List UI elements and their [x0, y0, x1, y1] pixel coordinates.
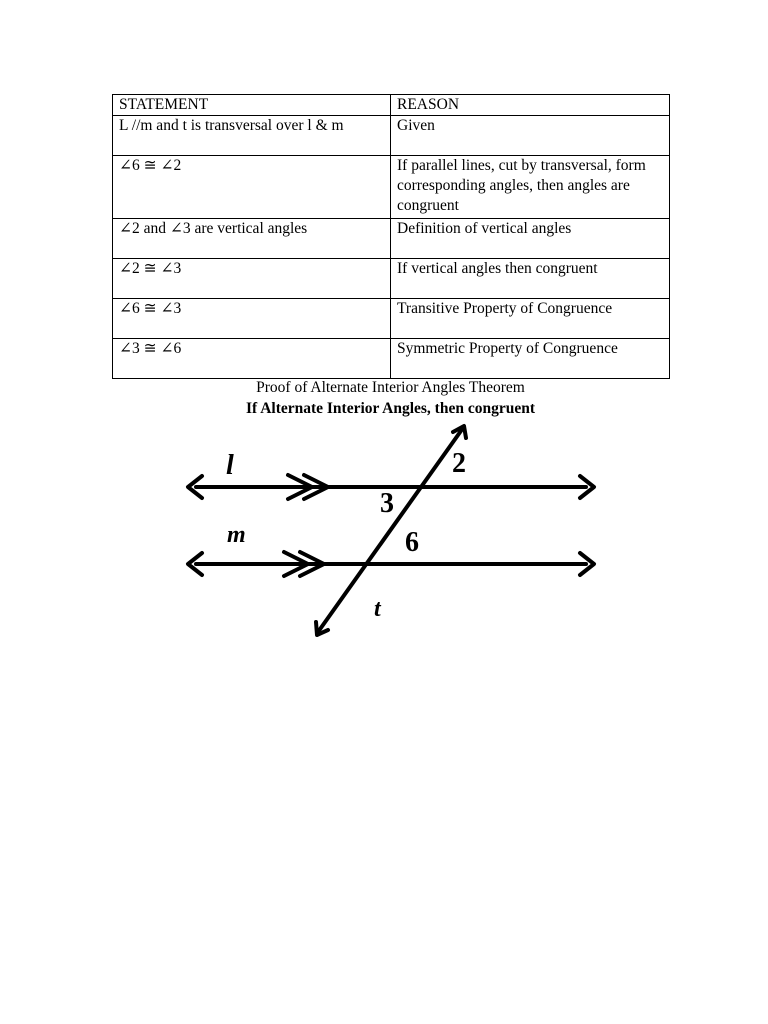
reason-cell: Symmetric Property of Congruence [391, 339, 670, 379]
reason-cell: Given [391, 116, 670, 156]
statement-cell: ∠2 and ∠3 are vertical angles [113, 219, 391, 259]
transversal-t [318, 428, 463, 632]
angle-2-label: 2 [452, 448, 466, 479]
line-l-label: l [226, 450, 234, 481]
reason-cell: If vertical angles then congruent [391, 259, 670, 299]
reason-cell: Transitive Property of Congruence [391, 299, 670, 339]
transversal-t-label: t [374, 596, 381, 622]
reason-cell: Definition of vertical angles [391, 219, 670, 259]
statement-cell: ∠3 ≅ ∠6 [113, 339, 391, 379]
angle-6-label: 6 [405, 527, 419, 558]
line-m-label: m [227, 522, 246, 548]
reason-cell: If parallel lines, cut by transversal, form corresponding angles, then angles are congruent [391, 156, 670, 219]
statement-header: STATEMENT [113, 95, 391, 116]
statement-cell: ∠6 ≅ ∠2 [113, 156, 391, 219]
reason-header: REASON [391, 95, 670, 116]
angle-3-label: 3 [380, 488, 394, 519]
caption-title: Proof of Alternate Interior Angles Theorem [256, 379, 525, 396]
statement-cell: ∠6 ≅ ∠3 [113, 299, 391, 339]
statement-cell: L //m and t is transversal over l & m [113, 116, 391, 156]
caption-subtitle: If Alternate Interior Angles, then congruent [245, 400, 536, 417]
statement-cell: ∠2 ≅ ∠3 [113, 259, 391, 299]
